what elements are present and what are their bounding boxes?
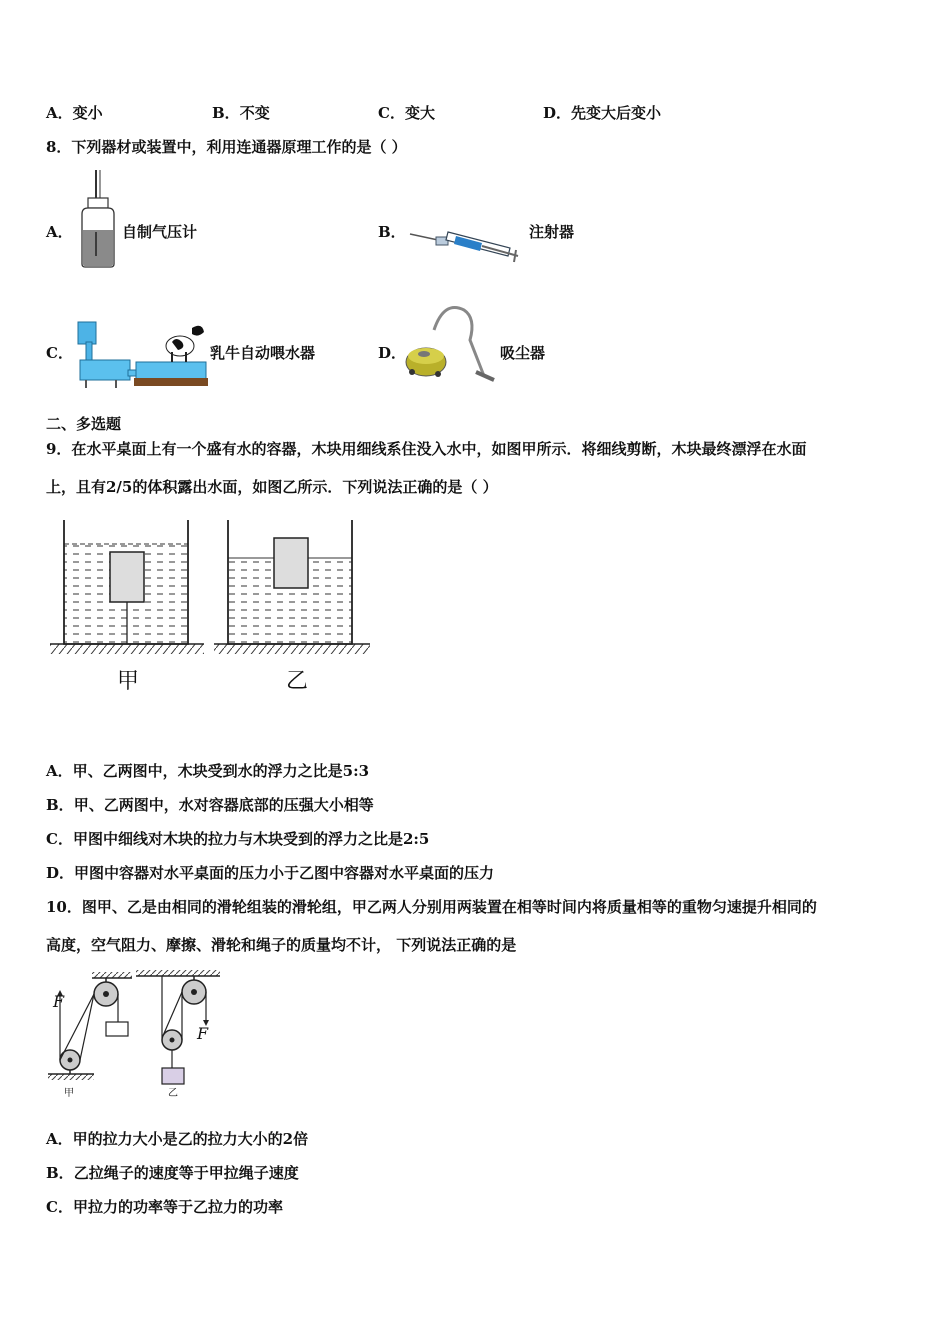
q9-option-a: A．甲、乙两图中，木块受到水的浮力之比是5:3 (46, 762, 370, 780)
q9-stem-line1: 9．在水平桌面上有一个盛有水的容器，木块用细线系住没入水中，如图甲所示．将细线剪断，木块最终漂浮在水面 (46, 440, 807, 458)
q8-option-b-text: 注射器 (529, 223, 575, 241)
q8-option-d-text: 吸尘器 (500, 344, 546, 362)
container-jia (64, 520, 188, 644)
barometer-icon (74, 170, 120, 270)
q8-option-c-text: 乳牛自动喂水器 (210, 344, 316, 362)
vacuum-cleaner-icon (404, 300, 496, 386)
q7-option-c: C．变大 (378, 104, 435, 122)
q7-option-a: A．变小 (46, 104, 103, 122)
q10-label-jia: 甲 (64, 1088, 74, 1099)
q8-stem: 8．下列器材或装置中，利用连通器原理工作的是（ ） (46, 138, 407, 156)
q9-option-d: D．甲图中容器对水平桌面的压力小于乙图中容器对水平桌面的压力 (46, 864, 495, 882)
q10-force-label-yi: F (197, 1024, 209, 1043)
q8-option-d-letter: D． (378, 344, 407, 362)
q9-figure (48, 518, 378, 698)
q10-label-yi: 乙 (168, 1088, 178, 1099)
q9-label-jia: 甲 (117, 669, 140, 694)
q9-label-yi: 乙 (286, 669, 309, 694)
q10-option-a: A．甲的拉力大小是乙的拉力大小的2倍 (46, 1130, 309, 1148)
q8-option-b-letter: B． (378, 223, 406, 241)
q8-option-c-letter: C． (46, 344, 73, 362)
q10-stem-line1: 10．图甲、乙是由相同的滑轮组装的滑轮组，甲乙两人分别用两装置在相等时间内将质量相等的重物匀速提升相同的 (46, 898, 817, 916)
container-yi (228, 520, 352, 644)
section-title: 二、多选题 (46, 415, 122, 433)
q7-option-b: B．不变 (212, 104, 270, 122)
q10-option-c: C．甲拉力的功率等于乙拉力的功率 (46, 1198, 283, 1216)
q9-option-b: B．甲、乙两图中，水对容器底部的压强大小相等 (46, 796, 374, 814)
pulley-system-jia (48, 972, 132, 1080)
syringe-icon (410, 222, 522, 264)
q10-force-label-jia: F (53, 992, 65, 1011)
q7-option-d: D．先变大后变小 (543, 104, 662, 122)
q9-option-c: C．甲图中细线对木块的拉力与木块受到的浮力之比是2:5 (46, 830, 430, 848)
q10-option-b: B．乙拉绳子的速度等于甲拉绳子速度 (46, 1164, 299, 1182)
q8-option-a-letter: A． (46, 223, 73, 241)
q8-option-a-text: 自制气压计 (122, 223, 198, 241)
cow-waterer-icon (76, 322, 210, 388)
q10-stem-line2: 高度，空气阻力、摩擦、滑轮和绳子的质量均不计， 下列说法正确的是 (46, 936, 517, 954)
q9-stem-line2: 上，且有2/5的体积露出水面，如图乙所示．下列说法正确的是（ ） (46, 478, 498, 496)
